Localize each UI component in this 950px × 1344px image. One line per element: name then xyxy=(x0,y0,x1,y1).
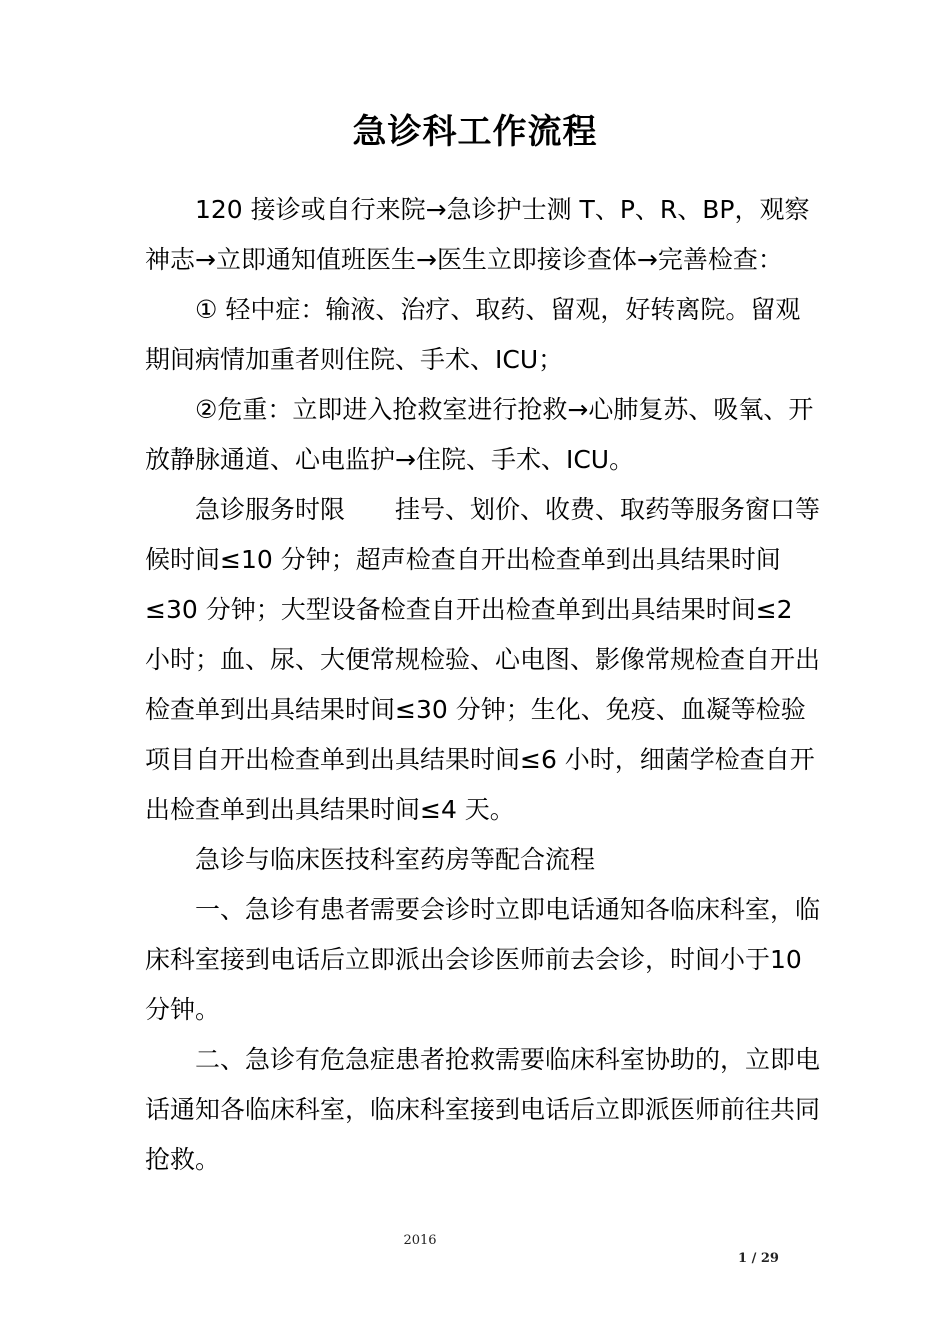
document-title: 急诊科工作流程 xyxy=(352,112,598,152)
footer-year: 2016 xyxy=(403,1233,437,1248)
paragraph-consultation: 一、急诊有患者需要会诊时立即电话通知各临床科室，临床科室接到电话后立即派出会诊医师前去会诊，时间小于10 分钟。 xyxy=(145,895,821,1024)
paragraph-service-time-limits: 急诊服务时限 挂号、划价、收费、取药等服务窗口等候时间≤10 分钟；超声检查自开出检查单到出具结果时间≤30 分钟；大型设备检查自开出检查单到出具结果时间≤2 小时；血、尿、大便常规检验、心电图、影像常规检查自开出检查单到出具结果时间≤30 分钟；生化、免疫、血凝等检验项目自开出检查单到出具结果时间≤6 小时，细菌学检查自开出检查单到出具结果时间≤4 天。 xyxy=(145,495,821,824)
paragraph-critical-cases: ②危重：立即进入抢救室进行抢救→心肺复苏、吸氧、开放静脉通道、心电监护→住院、手术、ICU。 xyxy=(145,395,814,474)
paragraph-mild-cases: ① 轻中症：输液、治疗、取药、留观，好转离院。留观期间病情加重者则住院、手术、ICU； xyxy=(145,295,801,374)
page-number: 1 / 29 xyxy=(738,1251,779,1266)
paragraph-intake-flow: 120 接诊或自行来院→急诊护士测 T、P、R、BP，观察神志→立即通知值班医生→医生立即接诊查体→完善检查： xyxy=(145,195,810,274)
paragraph-rescue-assistance: 二、急诊有危急症患者抢救需要临床科室协助的，立即电话通知各临床科室，临床科室接到电话后立即派医师前往共同抢救。 xyxy=(145,1045,821,1174)
paragraph-cooperation-heading: 急诊与临床医技科室药房等配合流程 xyxy=(195,845,596,874)
document-body xyxy=(145,185,825,1185)
